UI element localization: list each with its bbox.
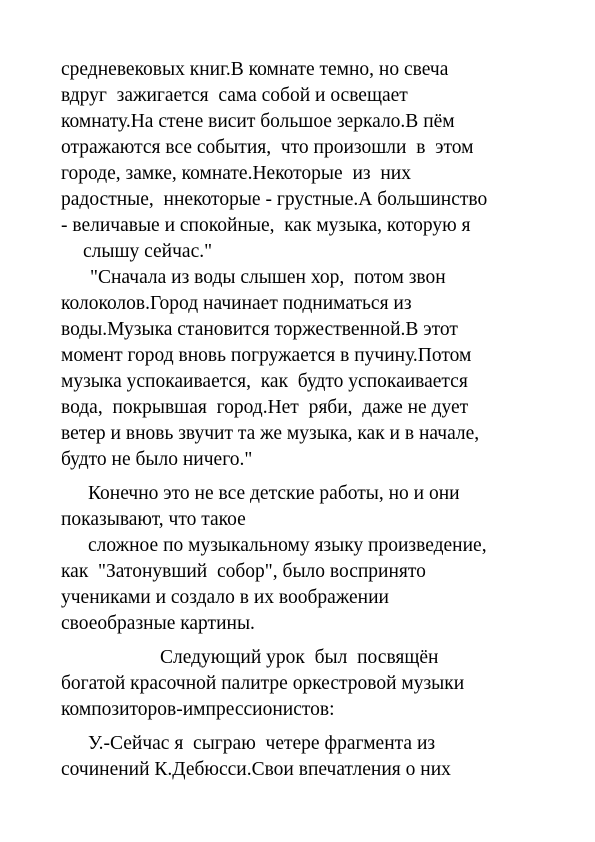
- text-line-1: средневековых книг.В комнате темно, но свеча: [61, 59, 449, 80]
- text-line-7: - величавые и спокойные, как музыка, которую я: [61, 215, 471, 236]
- text-line-27: сочинений К.Дебюсси.Свои впечатления о них: [61, 759, 451, 780]
- text-line-26: У.-Сейчас я сыграю четере фрагмента из: [88, 733, 436, 754]
- text-line-8: слышу сейчас.": [83, 241, 213, 262]
- text-line-20: как "Затонувший собор", было воспринято: [61, 561, 426, 582]
- text-line-12: момент город вновь погружается в пучину.Потом: [61, 345, 472, 366]
- text-line-19: сложное по музыкальному языку произведение,: [88, 535, 487, 556]
- text-line-4: отражаются все события, что произошли в этом: [61, 137, 474, 158]
- text-line-6: радостные, ннекоторые - грустные.А большинство: [61, 189, 488, 210]
- text-line-22: своеобразные картины.: [61, 613, 255, 634]
- text-line-13: музыка успокаивается, как будто успокаивается: [61, 371, 468, 392]
- text-line-18: показывают, что такое: [61, 509, 246, 530]
- text-line-21: учениками и создало в их воображении: [61, 587, 389, 608]
- text-line-5: городе, замке, комнате.Некоторые из них: [61, 163, 411, 184]
- text-line-14: вода, покрывшая город.Нет ряби, даже не дует: [61, 397, 469, 418]
- text-line-24: богатой красочной палитре оркестровой музыки: [61, 673, 465, 694]
- text-line-9: "Сначала из воды слышен хор, потом звон: [90, 267, 446, 288]
- text-line-25: композиторов-импрессионистов:: [61, 699, 335, 720]
- text-line-23: Следующий урок был посвящён: [160, 647, 439, 668]
- text-line-15: ветер и вновь звучит та же музыка, как и в начале,: [61, 423, 480, 444]
- text-line-16: будто не было ничего.": [61, 449, 253, 470]
- text-line-3: комнату.На стене висит большое зеркало.В пём: [61, 111, 455, 132]
- text-line-17: Конечно это не все детские работы, но и они: [88, 483, 460, 504]
- text-line-10: колоколов.Город начинает подниматься из: [61, 293, 412, 314]
- text-line-2: вдруг зажигается сама собой и освещает: [61, 85, 408, 106]
- text-line-11: воды.Музыка становится торжественной.В этот: [61, 319, 458, 340]
